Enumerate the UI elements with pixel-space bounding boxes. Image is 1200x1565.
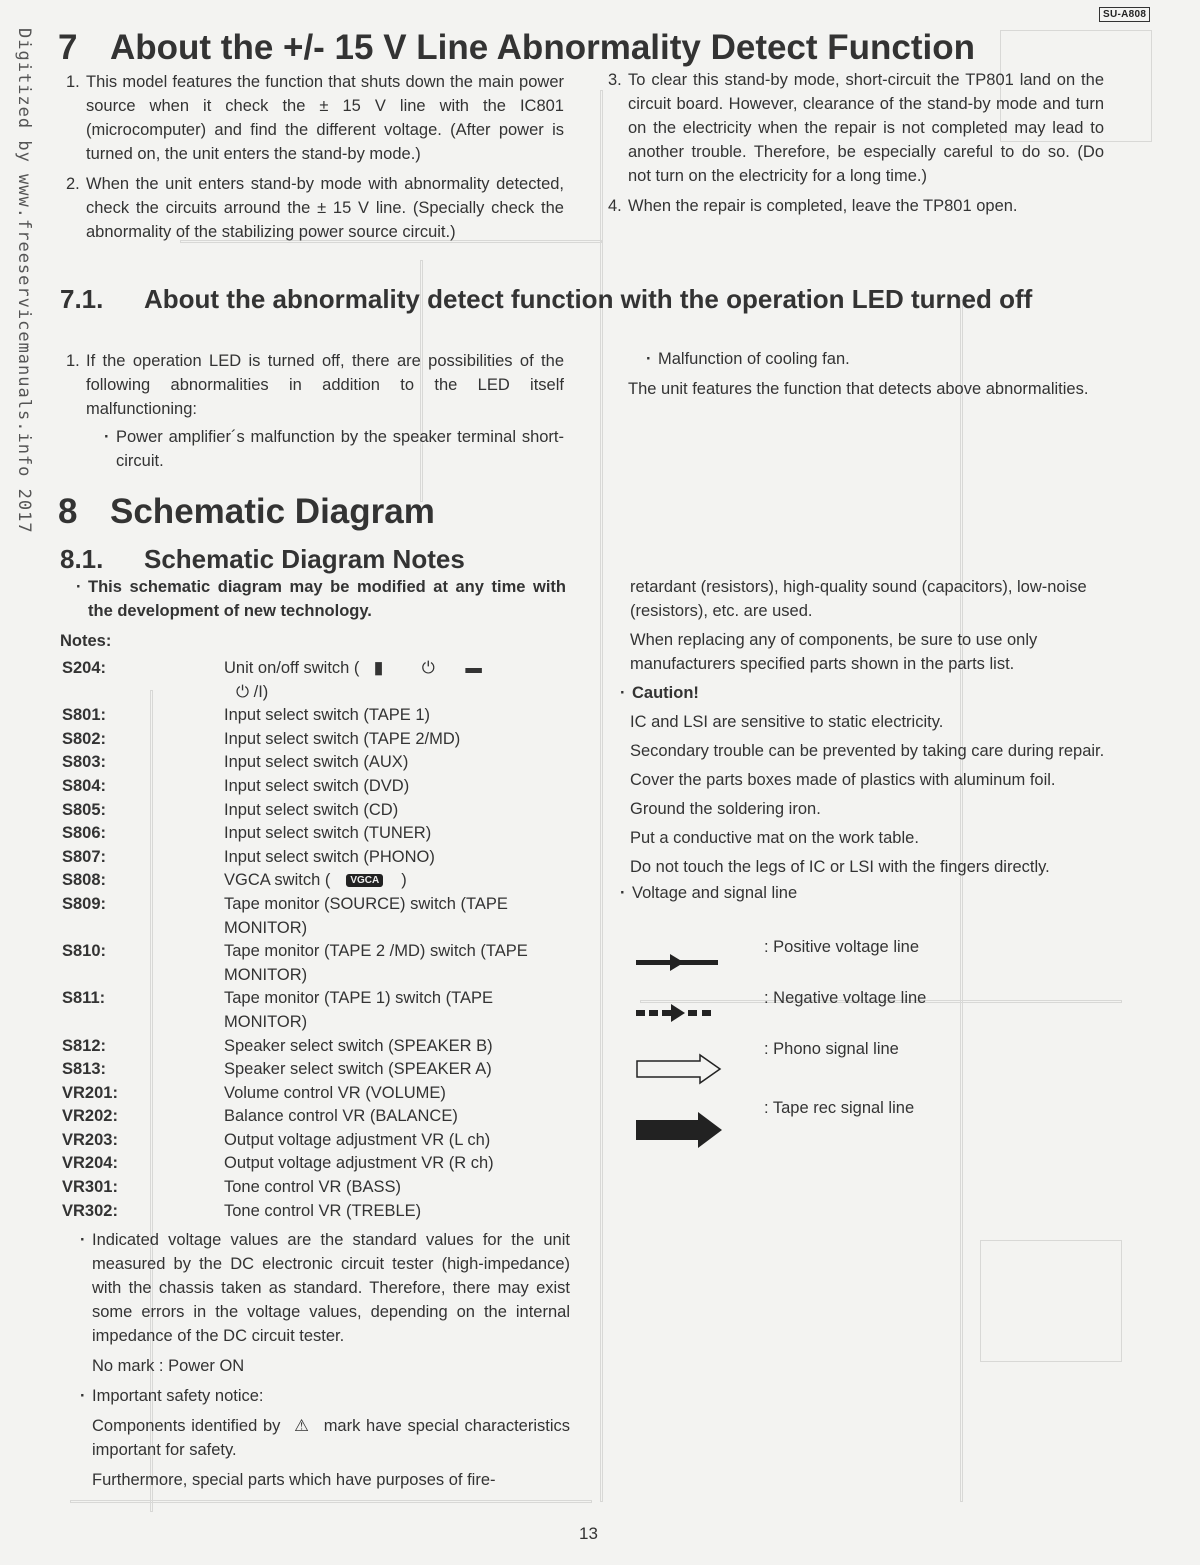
replace-note: When replacing any of components, be sure to use only manufacturers specified parts shown in the parts list. xyxy=(630,631,1038,673)
section-title: About the abnormality detect function with the operation LED turned off xyxy=(144,284,1033,314)
note-key: S813: xyxy=(62,1060,107,1079)
section-7-left-column xyxy=(66,70,564,244)
list-item: 2. When the unit enters stand-by mode with abnormality detected, check the circuits arround the ± 15 V line. (Specially check the abnormality of the stabilizing power source circuit.) xyxy=(66,175,564,241)
note-key: VR301: xyxy=(62,1178,118,1197)
note-value: Input select switch (PHONO) xyxy=(224,847,435,866)
bullet-item: · Malfunction of cooling fan. xyxy=(646,347,1104,371)
list-item: 3. To clear this stand-by mode, short-circuit the TP801 land on the circuit board. However, clearance of the stand-by mode and turn on the electricity when the repair is not completed may lead to another trouble. Therefore, be especially careful to do so. (Do not turn on the electricity for a long time.) xyxy=(608,71,1104,185)
note-key: S804: xyxy=(62,776,107,795)
list-item: 1. This model features the function that shuts down the main power source when it check the ± 15 V line with the IC801 (microcomputer) and find the different voltage. (After power is turned on, the unit enters the stand-by mode.) xyxy=(66,73,564,163)
note-value: Tape monitor (SOURCE) switch (TAPE MONITOR) xyxy=(224,894,508,937)
note-key: S803: xyxy=(62,753,107,772)
fire-text-continued: retardant (resistors), high-quality sound (capacitors), low-noise (resistors), etc. are used. xyxy=(630,578,1087,620)
closing-text: The unit features the function that detects above abnormalities. xyxy=(628,380,1089,398)
bold-note: · This schematic diagram may be modified at any time with the development of new technology. xyxy=(76,575,566,623)
note-value: Volume control VR (VOLUME) xyxy=(224,1083,446,1102)
vgca-badge-icon: VGCA xyxy=(346,874,383,887)
note-value: Input select switch (CD) xyxy=(224,800,399,819)
negative-voltage-line-icon xyxy=(636,1004,711,1022)
note-value: Tape monitor (TAPE 2 /MD) switch (TAPE MONITOR) xyxy=(224,942,528,984)
note-value: Speaker select switch (SPEAKER A) xyxy=(224,1060,492,1079)
table-row xyxy=(62,704,562,728)
table-row xyxy=(62,1200,562,1224)
note-value: Input select switch (DVD) xyxy=(224,776,410,795)
legend-label: : Negative voltage line xyxy=(764,989,927,1007)
note-value: Output voltage adjustment VR (L ch) xyxy=(224,1130,491,1149)
list-item: 4. When the repair is completed, leave the TP801 open. xyxy=(608,197,1018,215)
section-7-heading xyxy=(58,28,975,68)
table-row xyxy=(62,987,562,1034)
note-value: Tone control VR (BASS) xyxy=(224,1178,401,1197)
table-row xyxy=(62,728,562,752)
section-7-1-right-column xyxy=(620,347,1104,401)
note-key: S809: xyxy=(62,894,107,913)
note-key: S802: xyxy=(62,729,107,748)
note-value: Output voltage adjustment VR (R ch) xyxy=(224,1154,494,1173)
note-key: S811: xyxy=(62,989,106,1008)
note-key: VR201: xyxy=(62,1083,118,1102)
legend-label: : Tape rec signal line xyxy=(764,1099,915,1117)
voltage-signal-title: · Voltage and signal line xyxy=(620,881,1106,905)
page-number: 13 xyxy=(579,1524,598,1543)
note-key: VR203: xyxy=(62,1130,118,1149)
section-7-right-column xyxy=(608,68,1104,218)
table-row xyxy=(62,1129,562,1153)
table-row xyxy=(62,1058,562,1082)
note-key: VR204: xyxy=(62,1154,118,1173)
table-row xyxy=(62,775,562,799)
note-value: Input select switch (TAPE 2/MD) xyxy=(224,729,461,748)
notes-label: Notes: xyxy=(60,632,112,650)
safety-text: Components identified by ⚠ mark have special characteristics important for safety. xyxy=(92,1417,570,1459)
legend-label: : Phono signal line xyxy=(764,1040,899,1058)
model-badge: SU-A808 xyxy=(1099,7,1150,22)
section-number: 7.1. xyxy=(60,284,104,314)
legend-graphics xyxy=(636,948,726,1158)
watermark: Digitized by www.freeservicemanuals.info 2017 xyxy=(14,28,34,534)
table-row xyxy=(62,1035,562,1059)
positive-voltage-line-icon xyxy=(636,954,718,971)
caution-line: Secondary trouble can be prevented by taking care during repair. xyxy=(630,742,1105,760)
section-8-1-heading xyxy=(60,544,465,575)
tape-rec-signal-line-icon xyxy=(636,1112,722,1148)
voltage-note: · Indicated voltage values are the standard values for the unit measured by the DC electronic circuit tester (high-impedance) with the chassis taken as standard. Therefore, there may exist some errors in the voltage values, depending on the internal impedance of the DC circuit tester. xyxy=(80,1228,570,1348)
table-row xyxy=(62,1105,562,1129)
section-title: About the +/- 15 V Line Abnormality Detect Function xyxy=(110,28,976,67)
no-mark-note: No mark : Power ON xyxy=(92,1357,245,1375)
note-key: S812: xyxy=(62,1036,107,1055)
switch-off-icon: ▬ xyxy=(465,659,482,677)
table-row xyxy=(62,893,562,940)
section-title: Schematic Diagram Notes xyxy=(144,544,465,574)
table-row xyxy=(62,1176,562,1200)
table-row xyxy=(62,940,562,987)
note-key: S806: xyxy=(62,824,107,843)
table-row xyxy=(62,846,562,870)
section-title: Schematic Diagram xyxy=(110,492,435,531)
table-row xyxy=(62,799,562,823)
caution-line: Put a conductive mat on the work table. xyxy=(630,829,919,847)
table-row xyxy=(62,751,562,775)
bullet-item: · Power amplifier´s malfunction by the speaker terminal short-circuit. xyxy=(104,425,564,473)
note-value: Input select switch (TAPE 1) xyxy=(224,706,431,725)
caution-line: Cover the parts boxes made of plastics with aluminum foil. xyxy=(630,771,1056,789)
legend-label: : Positive voltage line xyxy=(764,938,920,956)
note-value: Tape monitor (TAPE 1) switch (TAPE MONITOR) xyxy=(224,989,493,1031)
section-7-1-left-column xyxy=(66,349,564,473)
note-key: S805: xyxy=(62,800,107,819)
section-7-1-heading xyxy=(60,282,1120,316)
note-key: S810: xyxy=(62,942,107,961)
note-value: Tone control VR (TREBLE) xyxy=(224,1201,422,1220)
phono-signal-line-icon xyxy=(637,1055,720,1083)
table-row xyxy=(62,822,562,846)
table-row: S204: Unit on/off switch ( ▮ ⏻ ▬ ⏻ /I) xyxy=(62,659,482,701)
notes-table xyxy=(62,657,562,1223)
section-8-1-right-column xyxy=(620,575,1106,905)
caution-title: · Caution! xyxy=(620,681,1106,705)
section-number: 8.1. xyxy=(60,544,104,574)
table-row xyxy=(62,1152,562,1176)
section-8-heading xyxy=(58,492,435,532)
note-key: VR302: xyxy=(62,1201,118,1220)
switch-on-icon: ▮ xyxy=(374,659,384,677)
table-row xyxy=(62,1082,562,1106)
table-row: S808: VGCA switch ( VGCA ) xyxy=(62,871,407,890)
note-key: VR202: xyxy=(62,1107,118,1126)
section-8-1-left-notes xyxy=(80,1228,570,1492)
note-value: Input select switch (TUNER) xyxy=(224,824,432,843)
note-key: S801: xyxy=(62,706,107,725)
caution-line: Do not touch the legs of IC or LSI with the fingers directly. xyxy=(630,858,1050,876)
safety-title: · Important safety notice: xyxy=(80,1384,570,1408)
warning-triangle-icon: ⚠ xyxy=(294,1417,310,1435)
caution-line: Ground the soldering iron. xyxy=(630,800,821,818)
power-icon: ⏻ xyxy=(421,659,435,677)
list-item: 1. If the operation LED is turned off, there are possibilities of the following abnormalities in addition to the LED itself malfunctioning: xyxy=(66,352,564,418)
note-value: Balance control VR (BALANCE) xyxy=(224,1107,458,1126)
note-value: Input select switch (AUX) xyxy=(224,753,409,772)
note-key: S807: xyxy=(62,847,107,866)
section-number: 7 xyxy=(58,28,78,67)
section-number: 8 xyxy=(58,492,78,531)
caution-line: IC and LSI are sensitive to static electricity. xyxy=(630,713,944,731)
note-value: Speaker select switch (SPEAKER B) xyxy=(224,1036,493,1055)
fire-text: Furthermore, special parts which have purposes of fire- xyxy=(92,1471,496,1489)
